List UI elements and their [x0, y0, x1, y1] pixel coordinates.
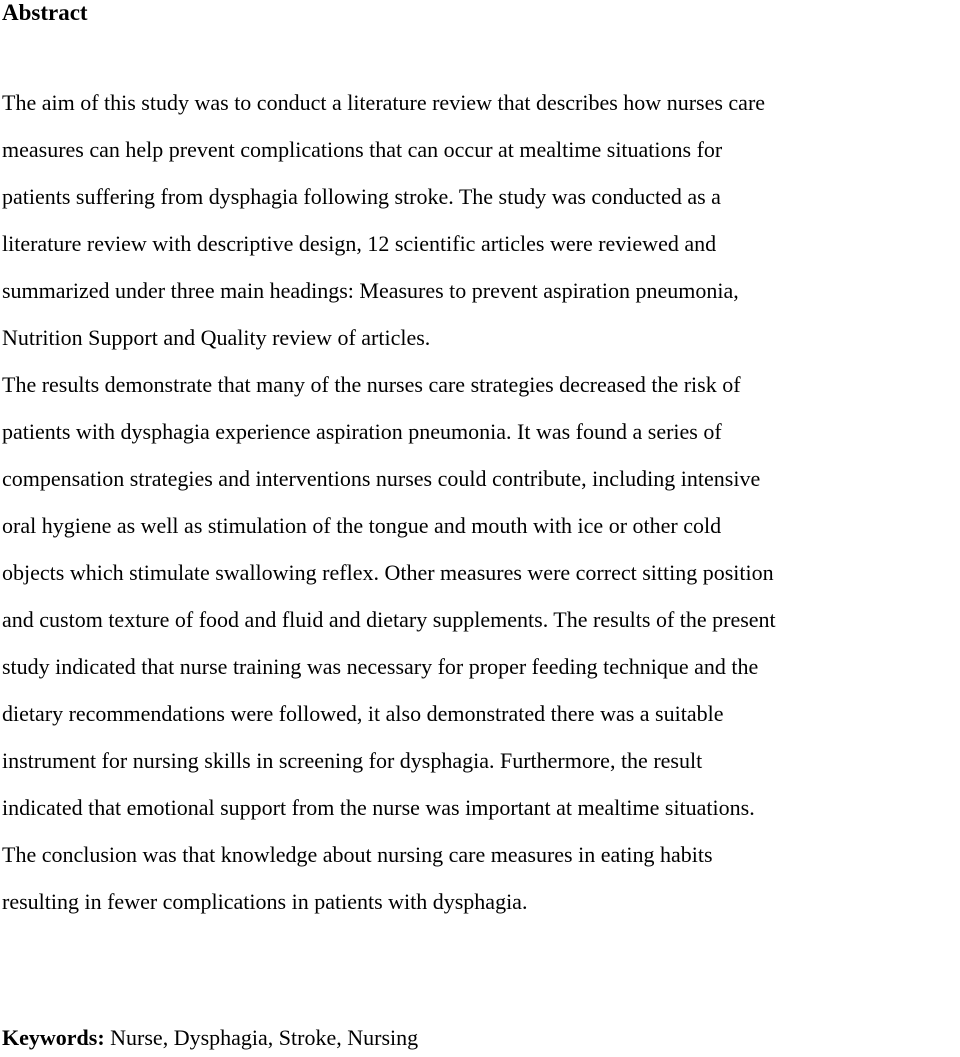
text-line: The aim of this study was to conduct a literature review that describes how nurses care: [2, 90, 766, 115]
text-line: resulting in fewer complications in patients with dysphagia.: [2, 889, 528, 914]
text-line: The results demonstrate that many of the nurses care strategies decreased the risk of: [2, 372, 741, 397]
text-line: objects which stimulate swallowing reflex. Other measures were correct sitting position: [2, 560, 774, 585]
keywords-line: [2, 1022, 418, 1054]
text-line: patients suffering from dysphagia following stroke. The study was conducted as a: [2, 184, 721, 209]
text-line: Nutrition Support and Quality review of articles.: [2, 325, 431, 350]
text-line: The conclusion was that knowledge about nursing care measures in eating habits: [2, 842, 713, 867]
text-line: instrument for nursing skills in screening for dysphagia. Furthermore, the result: [2, 748, 703, 773]
text-line: literature review with descriptive design, 12 scientific articles were reviewed and: [2, 231, 717, 256]
text-line: oral hygiene as well as stimulation of the tongue and mouth with ice or other cold: [2, 513, 722, 538]
text-line: summarized under three main headings: Measures to prevent aspiration pneumonia,: [2, 278, 739, 303]
text-line: and custom texture of food and fluid and dietary supplements. The results of the present: [2, 607, 776, 632]
keywords-value: Nurse, Dysphagia, Stroke, Nursing: [104, 1025, 419, 1050]
abstract-body: [2, 79, 960, 925]
section-heading: Abstract: [2, 0, 88, 25]
text-line: study indicated that nurse training was necessary for proper feeding technique and the: [2, 654, 759, 679]
text-line: measures can help prevent complications that can occur at mealtime situations for: [2, 137, 723, 162]
text-line: compensation strategies and interventions nurses could contribute, including intensive: [2, 466, 761, 491]
keywords-label: Keywords:: [2, 1025, 105, 1050]
text-line: dietary recommendations were followed, it also demonstrated there was a suitable: [2, 701, 724, 726]
text-line: indicated that emotional support from the nurse was important at mealtime situations.: [2, 795, 755, 820]
text-line: patients with dysphagia experience aspiration pneumonia. It was found a series of: [2, 419, 722, 444]
